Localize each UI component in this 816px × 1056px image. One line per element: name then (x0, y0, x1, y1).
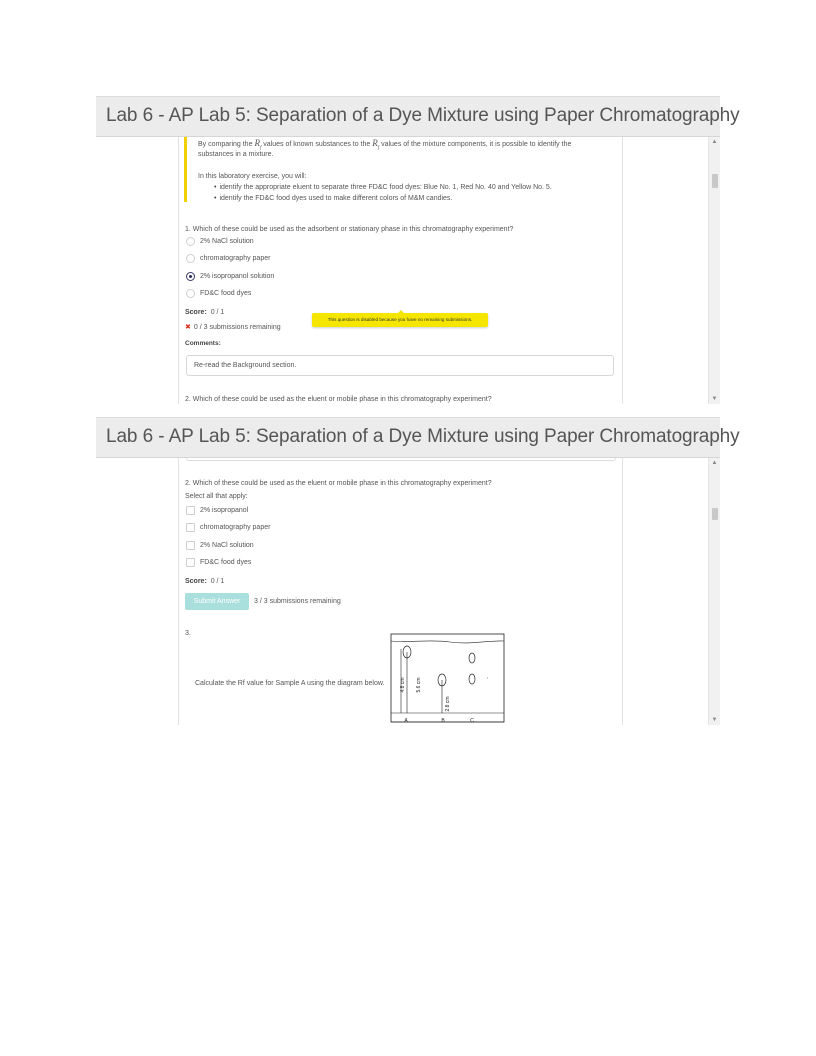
page-title: Lab 6 - AP Lab 5: Separation of a Dye Mixture using Paper Chromatography (106, 105, 740, 126)
option-label: 2% NaCl solution (200, 542, 254, 549)
q1-submissions-remaining: ✖ 0 / 3 submissions remaining (185, 324, 281, 331)
comments-label: Comments: (185, 340, 221, 347)
chromatography-diagram (390, 633, 506, 725)
callout-accent-bar (184, 137, 187, 202)
lane-label-b: B (441, 718, 445, 724)
disabled-tooltip: This question is disabled because you have no remaining submissions. (312, 313, 488, 327)
option-label: chromatography paper (200, 255, 271, 262)
checkbox[interactable] (186, 558, 195, 567)
screenshot-2 (96, 417, 740, 725)
checkbox[interactable] (186, 541, 195, 550)
option-label: FD&C food dyes (200, 290, 252, 297)
option-label: 2% isopropanol solution (200, 273, 275, 280)
radio-button[interactable] (186, 254, 195, 263)
error-x-icon: ✖ (185, 324, 191, 331)
radio-button[interactable] (186, 237, 195, 246)
scroll-up-icon[interactable]: ▲ (711, 460, 718, 466)
submit-answer-button[interactable]: Submit Answer (185, 593, 249, 610)
content-viewport (96, 137, 720, 404)
vertical-scrollbar[interactable] (708, 458, 720, 725)
question-2-instruction: Select all that apply: (185, 493, 248, 500)
title-bar (96, 96, 740, 137)
option-label: chromatography paper (200, 524, 271, 531)
checkbox[interactable] (186, 523, 195, 532)
screenshot-1 (96, 96, 740, 404)
option-label: 2% NaCl solution (200, 238, 254, 245)
option-label: FD&C food dyes (200, 559, 252, 566)
measure-c-label: 2.8 cm (445, 696, 451, 712)
radio-button[interactable] (186, 289, 195, 298)
vertical-scrollbar[interactable] (708, 137, 720, 404)
next-question-peek: 2. Which of these could be used as the eluent or mobile phase in this chromatography experiment? (185, 396, 492, 403)
radio-button-selected[interactable] (186, 272, 195, 281)
question-2-prompt: 2. Which of these could be used as the eluent or mobile phase in this chromatography experiment? (185, 480, 492, 487)
title-bar (96, 417, 740, 458)
scroll-down-icon[interactable]: ▼ (711, 717, 718, 723)
content-viewport (96, 458, 720, 725)
scroll-down-icon[interactable]: ▼ (711, 396, 718, 402)
q2-score: Score: 0 / 1 (185, 578, 225, 585)
exercise-bullet: • identify the FD&C food dyes used to make different colors of M&M candies. (214, 194, 452, 203)
exercise-lead: In this laboratory exercise, you will: (198, 173, 307, 180)
option-label: 2% isopropanol (200, 507, 249, 514)
exercise-bullet: • identify the appropriate eluent to separate three FD&C food dyes: Blue No. 1, Red No. 40 and Yellow No. 5. (214, 183, 552, 192)
question-3-prompt: Calculate the Rf value for Sample A using the diagram below. (195, 680, 385, 687)
lane-label-a: A (404, 718, 408, 724)
question-1-prompt: 1. Which of these could be used as the adsorbent or stationary phase in this chromatography experiment? (185, 226, 514, 233)
q1-score: Score: 0 / 1 (185, 309, 225, 316)
measure-b-label: 5.6 cm (416, 677, 422, 693)
page-title: Lab 6 - AP Lab 5: Separation of a Dye Mixture using Paper Chromatography (106, 426, 740, 447)
measure-a-label: 4.8 cm (400, 677, 406, 693)
lane-label-c: C (470, 718, 474, 724)
scroll-thumb[interactable] (712, 174, 718, 188)
question-3-number: 3. (185, 630, 191, 637)
checkbox[interactable] (186, 506, 195, 515)
scroll-thumb[interactable] (712, 508, 718, 520)
scroll-up-icon[interactable]: ▲ (711, 139, 718, 145)
comment-text: Re-read the Background section. (194, 362, 297, 369)
intro-line-1: By comparing the $R_f$ values of known substances to the $R_f$ values of the mixture components, it is possible to identify the (198, 138, 572, 151)
intro-line-2: substances in a mixture. (198, 151, 274, 158)
comment-box (186, 355, 614, 376)
q2-submissions-remaining: 3 / 3 submissions remaining (254, 598, 341, 605)
previous-comment-box-edge (186, 458, 616, 461)
